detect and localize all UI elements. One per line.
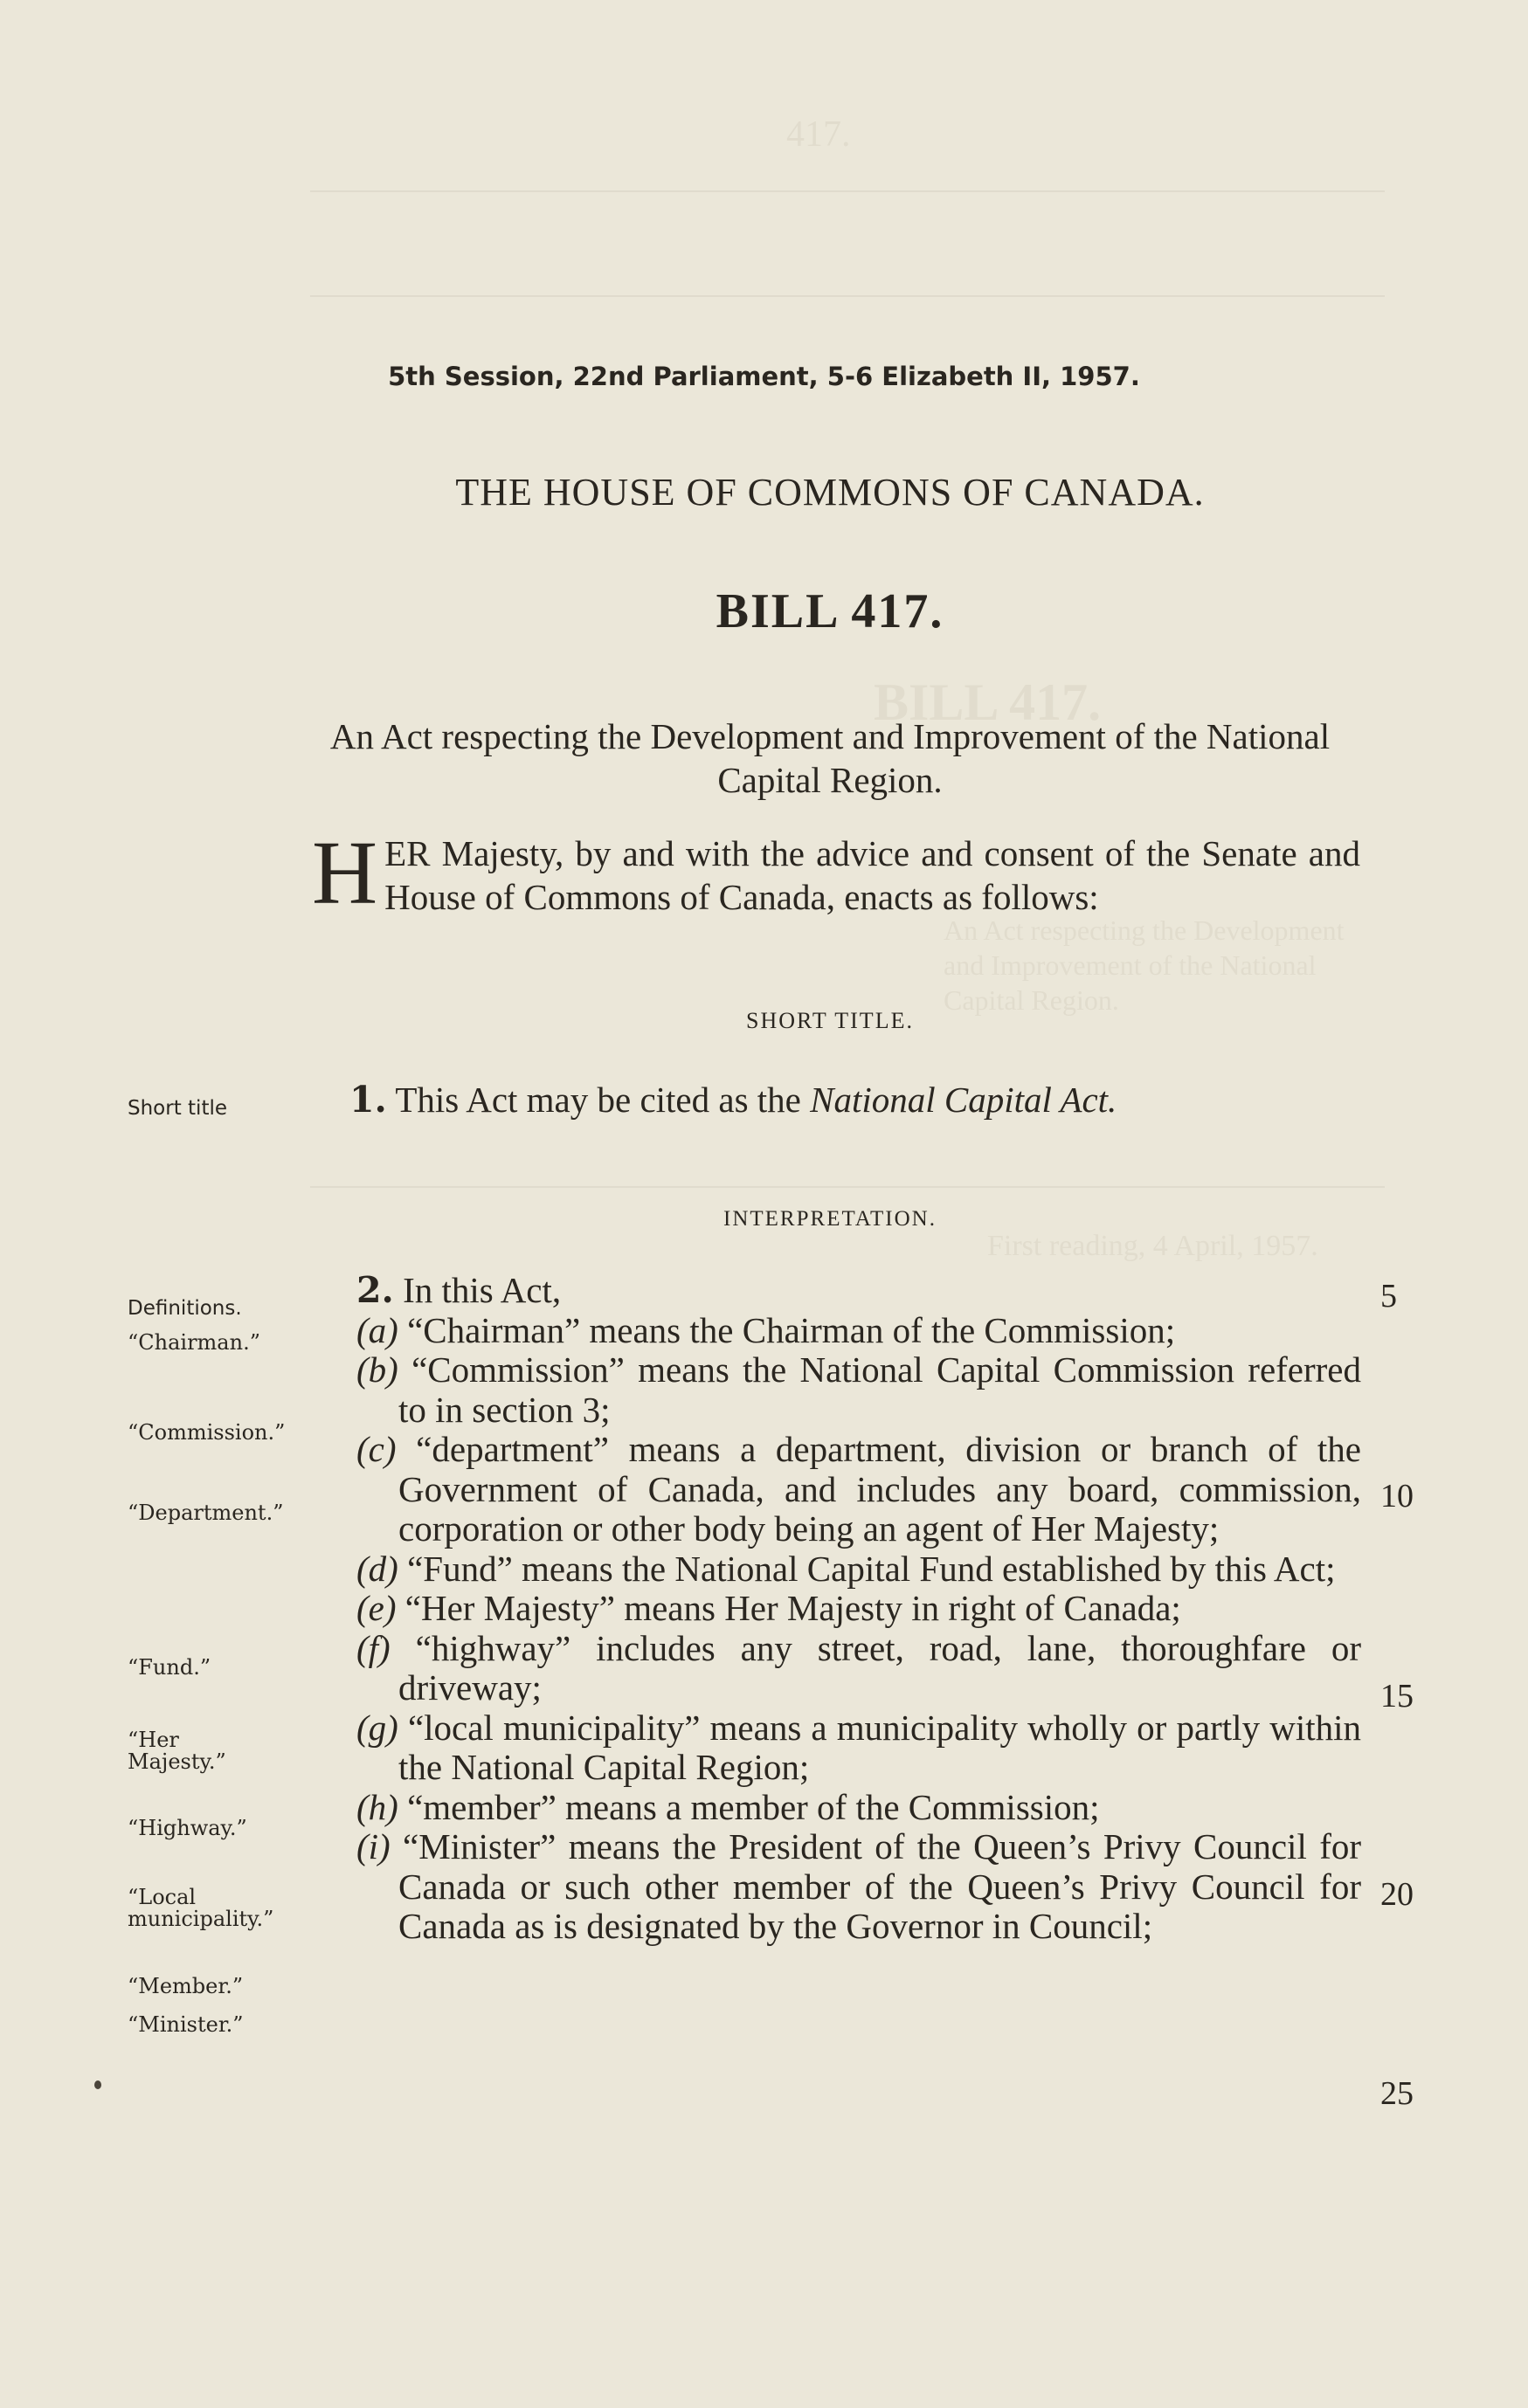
- definition-chairman: (a) “Chairman” means the Chairman of the Commission;: [356, 1309, 1176, 1350]
- margin-note-minister: “Minister.”: [128, 2012, 244, 2037]
- bill-number: BILL 417.: [716, 584, 944, 638]
- definition-her-majesty: (e) “Her Majesty” means Her Majesty in right of Canada;: [356, 1588, 1181, 1628]
- margin-note-department: “Department.”: [128, 1501, 284, 1525]
- enacting-clause: [312, 823, 1360, 923]
- definition-minister: (i) “Minister” means the President of the Queen’s Privy Council for Canada or such other member of the Queen’s Privy Council for Canada as is designated by the Governor in Council;: [356, 1826, 1361, 1946]
- margin-note-member: “Member.”: [128, 1974, 244, 1998]
- show-through-first-reading: First reading, 4 April, 1957.: [987, 1230, 1318, 1262]
- line-number: 5: [1380, 1278, 1397, 1314]
- house-title: THE HOUSE OF COMMONS OF CANADA.: [455, 471, 1205, 514]
- section-2: [356, 1271, 1361, 1947]
- definition-highway: (f) “highway” includes any street, road, lane, thoroughfare or driveway;: [356, 1627, 1361, 1708]
- margin-note-highway: “Highway.”: [128, 1816, 247, 1840]
- margin-note-fund: “Fund.”: [128, 1655, 211, 1680]
- margin-note-local-municipality: “Local municipality.”: [128, 1885, 274, 1931]
- margin-note-her-majesty: “Her Majesty.”: [128, 1728, 226, 1774]
- show-through-page-number: 417.: [786, 114, 851, 155]
- enacting-text: ER Majesty, by and with the advice and consent of the Senate and House of Commons of Canada, enacts as follows:: [384, 833, 1360, 917]
- show-through-rule: [310, 190, 1385, 192]
- show-through-bill: BILL 417.: [874, 673, 1102, 731]
- definition-fund: (d) “Fund” means the National Capital Fund established by this Act;: [356, 1548, 1336, 1589]
- section-number: 1.: [349, 1079, 387, 1121]
- heading-interpretation: INTERPRETATION.: [723, 1207, 937, 1231]
- line-number: 15: [1380, 1678, 1414, 1715]
- ink-speck: [94, 2080, 101, 2089]
- line-number: 25: [1380, 2075, 1414, 2112]
- section-2-lead: [356, 1271, 1361, 1311]
- section-number: 2.: [356, 1269, 394, 1311]
- act-title: An Act respecting the Development and Improvement of the National Capital Region.: [329, 716, 1331, 800]
- line-number: 20: [1380, 1876, 1414, 1913]
- show-through-act: An Act respecting the Development and Improvement of the National Capital Region.: [944, 914, 1345, 1016]
- definition-commission: (b) “Commission” means the National Capital Commission referred to in section 3;: [356, 1349, 1361, 1430]
- definition-department: (c) “department” means a department, division or branch of the Government of Canada, and includes any board, commission, corporation or other body being an agent of Her Majesty;: [356, 1429, 1361, 1549]
- margin-note-chairman: “Chairman.”: [128, 1330, 260, 1355]
- section-text: In this Act,: [403, 1270, 562, 1310]
- session-line: 5th Session, 22nd Parliament, 5-6 Elizabeth II, 1957.: [388, 362, 1140, 391]
- act-name: National Capital Act.: [810, 1080, 1117, 1120]
- section-1: [349, 1079, 1363, 1121]
- margin-note-definitions: Definitions.: [128, 1297, 242, 1320]
- drop-cap: H: [312, 823, 378, 923]
- definition-member: (h) “member” means a member of the Commission;: [356, 1786, 1100, 1827]
- margin-note-short-title: Short title: [128, 1097, 228, 1120]
- definition-local-municipality: (g) “local municipality” means a municipality wholly or partly within the National Capital Region;: [356, 1707, 1361, 1787]
- margin-note-commission: “Commission.”: [128, 1420, 286, 1445]
- line-number: 10: [1380, 1478, 1414, 1514]
- heading-short-title: SHORT TITLE.: [746, 1008, 914, 1033]
- section-text: This Act may be cited as the: [395, 1080, 811, 1120]
- show-through-rule: [310, 295, 1385, 297]
- show-through-rule: [310, 1186, 1385, 1188]
